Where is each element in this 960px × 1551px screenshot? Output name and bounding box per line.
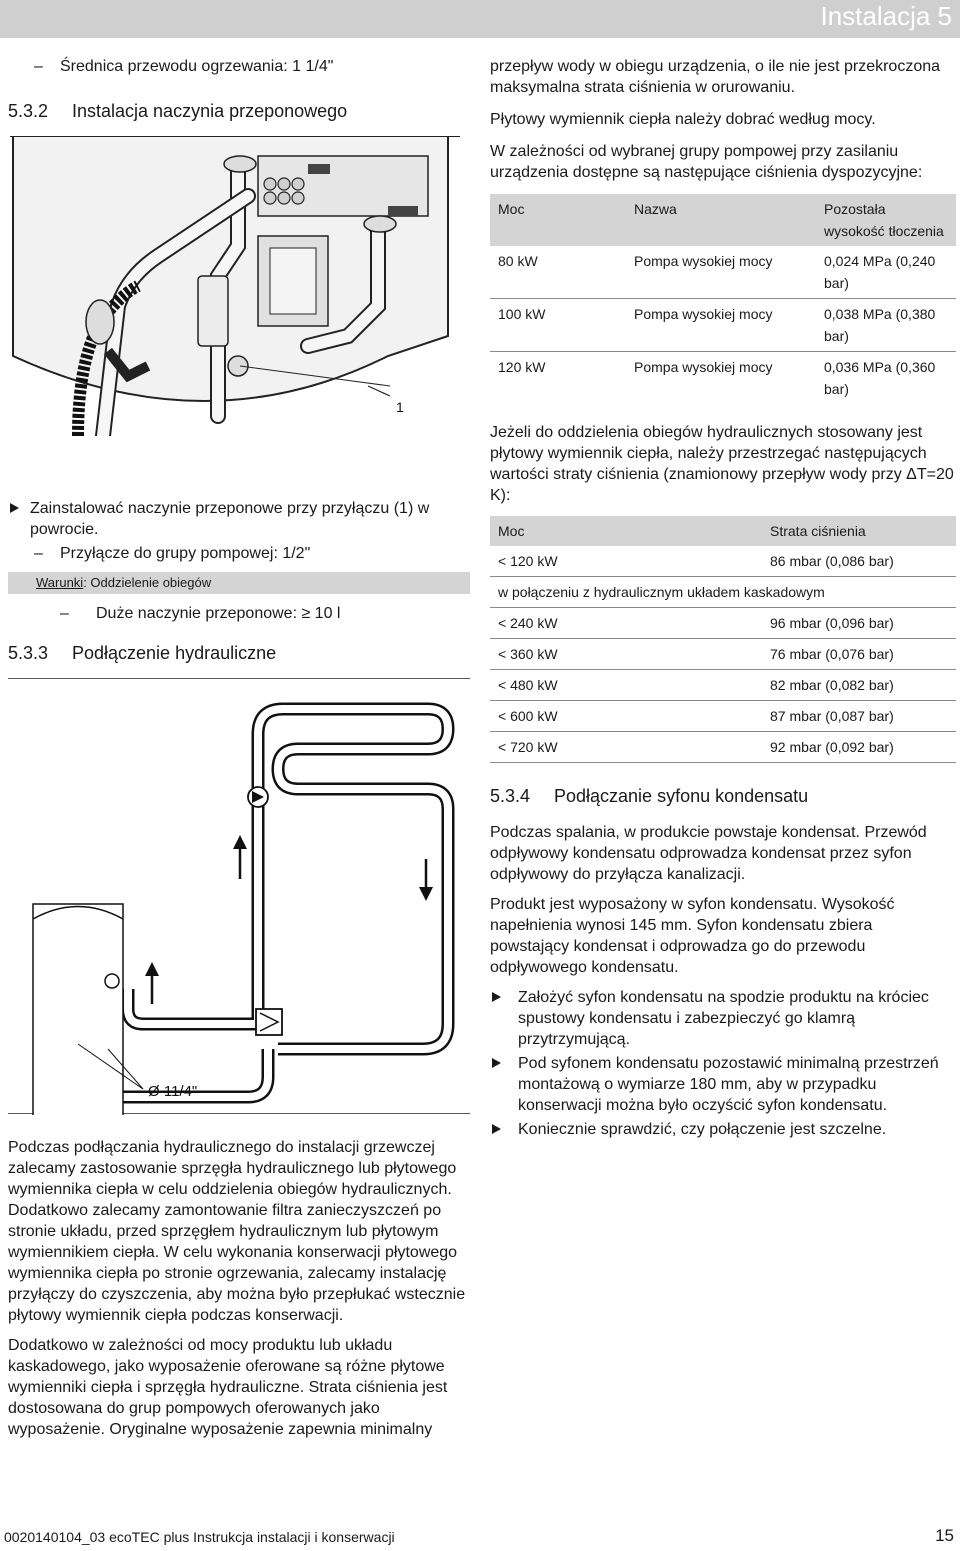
table-row: < 600 kW 87 mbar (0,087 bar): [490, 701, 956, 732]
flow-arrow-up-icon: [233, 835, 247, 879]
section-heading-532: 5.3.2 Instalacja naczynia przeponowego: [8, 101, 348, 121]
footer-page-number: 15: [935, 1526, 954, 1545]
table-row: 120 kW Pompa wysokiej mocy 0,036 MPa (0,360 bar): [498, 359, 936, 397]
pipe-diameter-label: Ø 11/4": [148, 1083, 198, 1100]
table-row-cascade: w połączeniu z hydraulicznym układem kaskadowym: [490, 577, 956, 608]
table-row: 100 kW Pompa wysokiej mocy 0,038 MPa (0,380 bar): [490, 299, 956, 352]
table-row: < 480 kW 82 mbar (0,082 bar): [490, 670, 956, 701]
figure-expansion-vessel: [8, 136, 462, 436]
list-item-large-vessel: – Duże naczynie przeponowe: ≥ 10 l: [60, 605, 341, 622]
list-item-diameter: – Średnica przewodu ogrzewania: 1 1/4": [34, 58, 334, 75]
pressure-loss-table: [490, 516, 956, 763]
footer-document-id: 0020140104_03 ecoTEC plus Instrukcja instalacji i konserwacji: [4, 1529, 395, 1545]
list-item-pump-connection: – Przyłącze do grupy pompowej: 1/2": [34, 545, 311, 562]
step-arrow-icon: [492, 992, 501, 1002]
paragraph-hydraulic-1: Podczas podłączania hydraulicznego do instalacji grzewczej zalecamy zastosowanie sprzęgła hydraulicznego lub płytowego wymiennika ciepła w celu oddzielenia obiegów hydraulicznych. Dodatkowo zalecamy zamontowanie filtra zanieczyszczeń po stronie układu, przed sprzęgłem hydraulicznym lub płytowym wymiennikiem ciepła. W celu wykonania konserwacji płytowego wymiennika ciepła po stronie ogrzewania, zalecamy instalację przyłączy do czyszczenia, aby można było przepłukać wstecznie płytowy wymiennik ciepła podczas konserwacji.: [8, 1139, 466, 1324]
figure-hydraulic-connection: [8, 678, 470, 1114]
section-heading-533: 5.3.3 Podłączenie hydrauliczne: [8, 643, 277, 663]
step-siphon-3: Koniecznie sprawdzić, czy połączenie jest szczelne.: [490, 1119, 956, 1140]
flow-arrow-down-icon: [419, 859, 433, 901]
right-column: [490, 56, 956, 1140]
paragraph-condensate-2: Produkt jest wyposażony w syfon kondensatu. Wysokość napełnienia wynosi 145 mm. Syfon kondensatu zbiera powstający kondensat i odprowadza go do przewodu odpływowego kondensatu.: [490, 896, 895, 976]
left-column: [8, 56, 470, 1440]
paragraph-condensate-1: Podczas spalania, w produkcie powstaje kondensat. Przewód odpływowy kondensatu odprowadza kondensat przez syfon odpływowy do przyłącza kanalizacji.: [490, 824, 927, 883]
step-siphon-1: Założyć syfon kondensatu na spodzie produktu na króciec spustowy kondensatu i zabezpieczyć go klamrą przytrzymującą.: [490, 987, 956, 1050]
step-arrow-icon: [492, 1058, 501, 1068]
paragraph-flow: przepływ wody w obiegu urządzenia, o ile nie jest przekroczona maksymalna strata ciśnienia w orurowaniu.: [490, 58, 941, 96]
table-row: < 360 kW 76 mbar (0,076 bar): [490, 639, 956, 670]
flow-arrow-up-icon: [145, 962, 159, 1004]
table-row: < 240 kW 96 mbar (0,096 bar): [490, 608, 956, 639]
table-header-row: Moc Strata ciśnienia: [490, 516, 956, 546]
step-arrow-icon: [10, 503, 19, 513]
section-heading-534: 5.3.4 Podłączanie syfonu kondensatu: [490, 786, 809, 806]
chapter-title: Instalacja 5: [820, 1, 952, 31]
table-row: < 720 kW 92 mbar (0,092 bar): [490, 732, 956, 763]
step-install-vessel: Zainstalować naczynie przeponowe przy przyłączu (1) w powrocie.: [8, 498, 470, 540]
step-siphon-2: Pod syfonem kondensatu pozostawić minimalną przestrzeń montażową o wymiarze 180 mm, aby w przypadku konserwacji można było oczyścić syfon kondensatu.: [490, 1053, 956, 1116]
paragraph-hydraulic-2: Dodatkowo w zależności od mocy produktu lub układu kaskadowego, jako wyposażenie oferowane są różne płytowe wymienniki ciepła i sprzęgła hydrauliczne. Strata ciśnienia jest dostosowana do grup pompowych oferowanych jako wyposażenie. Oryginalne wyposażenie zapewnia minimalny: [8, 1337, 448, 1438]
step-arrow-icon: [492, 1124, 501, 1134]
condition-bar: Warunki: Oddzielenie obiegów: [8, 572, 470, 594]
paragraph-pressure-loss: Jeżeli do oddzielenia obiegów hydraulicznych stosowany jest płytowy wymiennik ciepła, należy przestrzegać następujących wartości straty ciśnienia (znamionowy przepływ wody przy ΔT=20 K):: [490, 424, 954, 504]
table-row: < 120 kW 86 mbar (0,086 bar): [490, 546, 956, 577]
header-bar: [0, 0, 960, 38]
paragraph-pump-pressure: W zależności od wybranej grupy pompowej przy zasilaniu urządzenia dostępne są następujące ciśnienia dyspozycyjne:: [490, 143, 923, 181]
boiler-connections-illustration: [8, 136, 462, 436]
hydraulic-schematic: [8, 679, 470, 1115]
paragraph-plate-exchanger: Płytowy wymiennik ciepła należy dobrać według mocy.: [490, 111, 876, 128]
table-row: 80 kW Pompa wysokiej mocy 0,024 MPa (0,240 bar): [490, 246, 956, 299]
table-header-row: Moc Nazwa Pozostała wysokość tłoczenia: [490, 194, 956, 246]
pump-pressure-table: [490, 194, 956, 404]
figure-callout-1: 1: [396, 399, 404, 415]
